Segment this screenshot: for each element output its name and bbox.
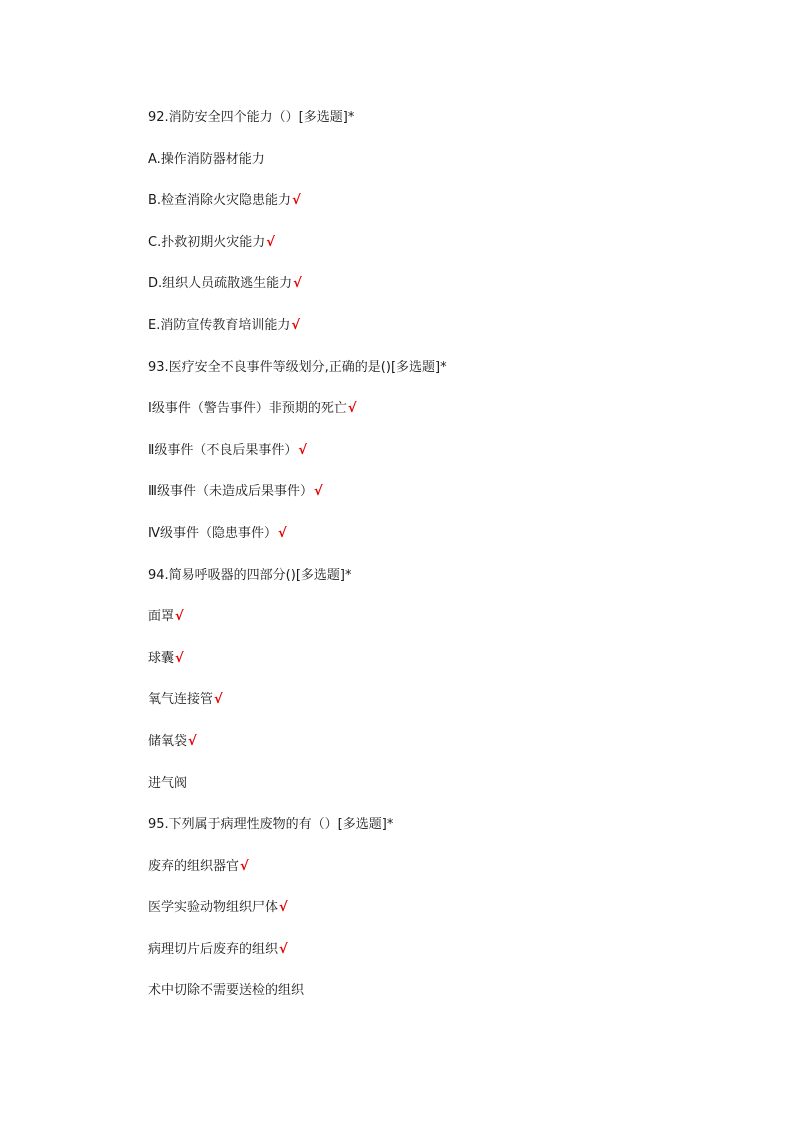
check-mark: √	[214, 692, 223, 708]
option-line	[148, 731, 748, 773]
question-92-title	[148, 107, 748, 149]
option-line	[148, 980, 748, 1022]
line-text: D.组织人员疏散逃生能力	[148, 276, 293, 292]
line-text: Ⅳ级事件（隐患事件）	[148, 525, 277, 541]
line-text: Ⅲ级事件（未造成后果事件）	[148, 484, 313, 500]
question-94-title	[148, 565, 748, 607]
check-mark: √	[293, 276, 302, 292]
line-text: 储氧袋	[148, 733, 188, 749]
check-mark: √	[279, 900, 288, 916]
line-text: 术中切除不需要送检的组织	[148, 983, 305, 999]
line-text: 92.消防安全四个能力（）[多选题]*	[148, 110, 355, 125]
option-line	[148, 897, 748, 939]
check-mark: √	[188, 733, 197, 749]
line-text: 病理切片后废弃的组织	[148, 941, 279, 957]
option-line	[148, 190, 748, 232]
option-line	[148, 440, 748, 482]
line-text: 94.简易呼吸器的四部分()[多选题]*	[148, 567, 352, 583]
line-text: A.操作消防器材能力	[148, 151, 265, 167]
line-text: B.检查消除火灾隐患能力	[148, 193, 292, 209]
option-line	[148, 606, 748, 648]
check-mark: √	[278, 525, 287, 541]
line-text: Ⅱ级事件（不良后果事件）	[148, 442, 298, 458]
check-mark: √	[240, 858, 249, 874]
line-text: 进气阀	[148, 775, 188, 791]
line-text: 废弃的组织器官	[148, 858, 240, 874]
option-line	[148, 773, 748, 815]
check-mark: √	[291, 317, 301, 333]
option-line	[148, 648, 748, 690]
line-text: 95.下列属于病理性废物的有（）[多选题]*	[148, 817, 394, 833]
option-line	[148, 398, 748, 440]
line-text: E.消防宣传教育培训能力	[148, 317, 291, 333]
check-mark: √	[347, 401, 357, 417]
check-mark: √	[175, 609, 184, 625]
option-line	[148, 315, 748, 357]
option-line	[148, 481, 748, 523]
question-95-title	[148, 814, 748, 856]
line-text: 93.医疗安全不良事件等级划分,正确的是()[多选题]*	[148, 359, 447, 375]
line-text: C.扑救初期火灾能力	[148, 234, 266, 250]
option-line	[148, 856, 748, 898]
option-line	[148, 149, 748, 191]
option-line	[148, 523, 748, 565]
question-list	[148, 107, 748, 1022]
line-text: Ⅰ级事件（警告事件）非预期的死亡	[148, 401, 347, 417]
line-text: 球囊	[148, 650, 175, 666]
option-line	[148, 689, 748, 731]
check-mark: √	[292, 193, 301, 209]
option-line	[148, 232, 748, 274]
question-93-title	[148, 357, 748, 399]
check-mark: √	[266, 234, 275, 250]
check-mark: √	[313, 484, 323, 500]
option-line	[148, 273, 748, 315]
line-text: 面罩	[148, 609, 175, 625]
option-line	[148, 939, 748, 981]
line-text: 医学实验动物组织尸体	[148, 900, 279, 916]
check-mark: √	[279, 941, 288, 957]
check-mark: √	[175, 650, 184, 666]
line-text: 氧气连接管	[148, 692, 214, 708]
check-mark: √	[298, 442, 308, 458]
